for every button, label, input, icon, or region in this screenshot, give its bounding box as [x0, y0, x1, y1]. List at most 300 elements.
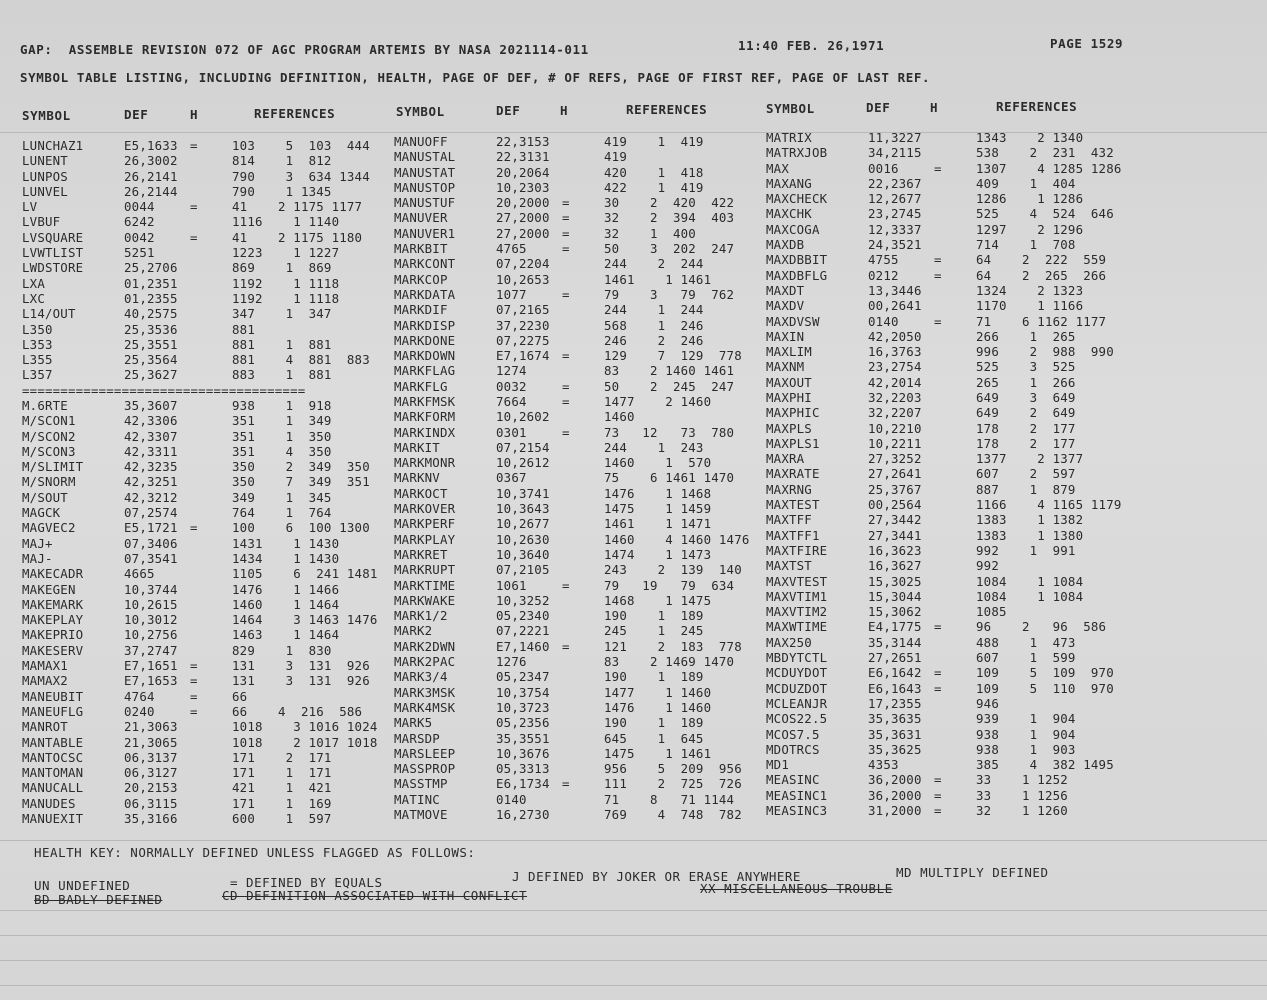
symbol-def: 4764 — [124, 688, 155, 704]
symbol-refs: 649 3 649 — [976, 390, 1076, 405]
symbol-refs: 1476 1 1460 — [604, 699, 712, 715]
symbol-def: 06,3127 — [124, 765, 178, 781]
symbol-name: MANUSTUF — [394, 195, 456, 211]
symbol-name: MARK3MSK — [394, 684, 456, 700]
symbol-name: L357 — [22, 367, 53, 383]
symbol-name: MAXWTIME — [766, 619, 828, 635]
symbol-def: 10,2303 — [496, 179, 550, 195]
symbol-name: LV — [22, 199, 38, 215]
symbol-def: 27,3252 — [868, 451, 922, 467]
symbol-def: 42,3251 — [124, 474, 178, 490]
symbol-def: E7,1674 — [496, 348, 550, 364]
symbol-refs: 992 — [976, 558, 999, 574]
symbol-def: 06,3115 — [124, 795, 178, 811]
symbol-name: MAXTEST — [766, 497, 820, 513]
symbol-def: 1276 — [496, 654, 527, 670]
symbol-health: = — [934, 802, 942, 818]
symbol-refs: 1105 6 241 1481 — [232, 566, 378, 582]
symbol-name: MAXDBFLG — [766, 267, 828, 283]
symbol-health: = — [190, 703, 198, 719]
symbol-name: MARKPERF — [394, 516, 456, 532]
symbol-def: 36,2000 — [868, 772, 922, 788]
symbol-def: 42,3307 — [124, 428, 178, 444]
symbol-refs: 1461 1 1471 — [604, 516, 712, 532]
symbol-name: M/SLIMIT — [22, 459, 84, 475]
symbol-refs: 131 3 131 926 — [232, 673, 370, 689]
symbol-def: 25,3551 — [124, 336, 178, 352]
symbol-name: MAXDB — [766, 237, 805, 253]
symbol-refs: 1461 1 1461 — [604, 271, 712, 287]
symbol-name: MAXDV — [766, 298, 805, 314]
symbol-refs: 1434 1 1430 — [232, 550, 340, 566]
symbol-name: MAXPHI — [766, 390, 812, 405]
col-header-symbol-3: SYMBOL — [766, 101, 815, 116]
symbol-refs: 790 1 1345 — [232, 183, 332, 199]
symbol-name: MAJ- — [22, 550, 53, 566]
symbol-def: 31,2000 — [868, 802, 922, 818]
symbol-name: MAXCHK — [766, 206, 812, 222]
page-number: PAGE 1529 — [1050, 36, 1124, 51]
symbol-def: 0301 — [496, 424, 527, 440]
symbol-refs: 1286 1 1286 — [976, 191, 1084, 207]
symbol-def: 15,3044 — [868, 588, 922, 604]
symbol-refs: 1170 1 1166 — [976, 298, 1084, 314]
symbol-refs: 1460 1 1464 — [232, 596, 340, 612]
symbol-def: E7,1460 — [496, 638, 550, 654]
symbol-def: 42,3235 — [124, 459, 178, 475]
symbol-refs: 1460 1 570 — [604, 455, 712, 471]
symbol-name: MAKEMARK — [22, 596, 84, 612]
symbol-name: MARKDIF — [394, 302, 448, 318]
symbol-def: 0044 — [124, 199, 155, 215]
symbol-name: MARKDONE — [394, 332, 456, 348]
symbol-refs: 525 4 524 646 — [976, 206, 1114, 222]
symbol-name: MAXPLS — [766, 420, 812, 436]
col-header-symbol: SYMBOL — [22, 108, 71, 123]
symbol-name: L14/OUT — [22, 306, 76, 322]
symbol-def: 27,2641 — [868, 466, 922, 482]
symbol-refs: 946 — [976, 695, 999, 711]
symbol-refs: 71 6 1162 1177 — [976, 313, 1107, 329]
symbol-refs: 351 1 349 — [232, 413, 332, 429]
symbol-def: 22,3153 — [496, 134, 550, 149]
symbol-name: MCLEANJR — [766, 695, 828, 711]
symbol-name: MAXVTEST — [766, 573, 828, 589]
symbol-refs: 103 5 103 444 — [232, 138, 370, 153]
col-header-symbol-2: SYMBOL — [396, 104, 445, 119]
symbol-refs: 244 2 244 — [604, 256, 704, 272]
symbol-name: MAXRNG — [766, 481, 812, 497]
symbol-def: 01,2351 — [124, 275, 178, 291]
symbol-name: MANEUFLG — [22, 703, 84, 719]
symbol-refs: 350 2 349 350 — [232, 459, 370, 475]
symbol-def: 01,2355 — [124, 290, 178, 306]
symbol-def: 21,3063 — [124, 719, 178, 735]
symbol-health: = — [190, 138, 198, 153]
symbol-def: 20,2064 — [496, 164, 550, 180]
col-header-def-3: DEF — [866, 100, 891, 115]
symbol-def: 05,2340 — [496, 608, 550, 624]
symbol-def: 16,3763 — [868, 344, 922, 360]
symbol-def: 35,3607 — [124, 398, 178, 413]
symbol-def: 16,3627 — [868, 558, 922, 574]
symbol-def: 10,3012 — [124, 612, 178, 628]
symbol-refs: 645 1 645 — [604, 730, 704, 746]
symbol-refs: 881 4 881 883 — [232, 352, 370, 368]
symbol-name: MAKEPRIO — [22, 627, 84, 643]
symbol-health: = — [562, 348, 570, 364]
symbol-health: = — [190, 199, 198, 215]
symbol-refs: 1084 1 1084 — [976, 588, 1084, 604]
symbol-def: 35,3625 — [868, 741, 922, 757]
symbol-name: MAXTFF1 — [766, 527, 820, 543]
symbol-def: E4,1775 — [868, 619, 922, 635]
symbol-def: 10,3676 — [496, 745, 550, 761]
symbol-refs: 1116 1 1140 — [232, 214, 340, 230]
symbol-def: 07,2165 — [496, 302, 550, 318]
symbol-refs: 41 2 1175 1177 — [232, 199, 363, 215]
symbol-def: 10,2756 — [124, 627, 178, 643]
symbol-def: 32,2203 — [868, 390, 922, 405]
symbol-refs: 1460 4 1460 1476 — [604, 531, 750, 547]
symbol-def: 10,2210 — [868, 420, 922, 436]
symbol-health: = — [562, 286, 570, 302]
symbol-refs: 829 1 830 — [232, 642, 332, 658]
symbol-refs: 178 2 177 — [976, 435, 1076, 451]
symbol-refs: 71 8 71 1144 — [604, 791, 735, 807]
symbol-def: 10,2653 — [496, 271, 550, 287]
symbol-refs: 1085 — [976, 604, 1007, 620]
symbol-name: MBDYTCTL — [766, 650, 828, 666]
symbol-refs: 245 1 245 — [604, 623, 704, 639]
col-header-h: H — [190, 107, 199, 122]
symbol-def: 27,2651 — [868, 650, 922, 666]
symbol-name: MARKFORM — [394, 409, 456, 425]
symbol-def: 10,3643 — [496, 501, 550, 517]
symbol-name: MARK2DWN — [394, 638, 456, 654]
symbol-refs: 996 2 988 990 — [976, 344, 1114, 360]
symbol-refs: 419 — [604, 149, 627, 165]
symbol-name: MARKRET — [394, 546, 448, 562]
symbol-name: L353 — [22, 336, 53, 352]
symbol-def: 27,2000 — [496, 210, 550, 226]
symbol-health: = — [190, 673, 198, 689]
symbol-health: = — [934, 665, 942, 681]
symbol-refs: 790 3 634 1344 — [232, 168, 370, 184]
symbol-refs: 1431 1 1430 — [232, 535, 340, 551]
symbol-refs: 73 12 73 780 — [604, 424, 735, 440]
symbol-refs: 266 1 265 — [976, 328, 1076, 344]
symbol-refs: 50 3 202 247 — [604, 241, 735, 257]
symbol-def: 0212 — [868, 267, 899, 283]
col-header-references-2: REFERENCES — [626, 102, 708, 117]
symbol-def: 32,2207 — [868, 405, 922, 421]
health-key-equals: = DEFINED BY EQUALS — [230, 875, 383, 890]
symbol-refs: 881 — [232, 321, 255, 337]
symbol-name: MARKINDX — [394, 424, 456, 440]
symbol-refs: 421 1 421 — [232, 780, 332, 796]
symbol-health: = — [934, 787, 942, 803]
symbol-refs: 190 1 189 — [604, 608, 704, 624]
symbol-name: MEASINC1 — [766, 787, 828, 803]
symbol-name: MARKDOWN — [394, 348, 456, 364]
symbol-def: 1274 — [496, 363, 527, 379]
symbol-def: 17,2355 — [868, 695, 922, 711]
symbol-def: 07,3406 — [124, 535, 178, 551]
col-header-references-3: REFERENCES — [996, 99, 1078, 114]
symbol-def: 05,2356 — [496, 715, 550, 731]
symbol-def: E5,1721 — [124, 520, 178, 536]
symbol-name: MDOTRCS — [766, 741, 820, 757]
symbol-refs: 246 2 246 — [604, 332, 704, 348]
symbol-name: MANUEXIT — [22, 810, 84, 826]
symbol-name: MAXPLS1 — [766, 435, 820, 451]
symbol-def: 22,2367 — [868, 175, 922, 191]
symbol-name: MCDUZDOT — [766, 680, 828, 696]
health-key-md: MD MULTIPLY DEFINED — [896, 865, 1049, 880]
health-key-cd: CD DEFINITION ASSOCIATED WITH CONFLICT — [222, 888, 527, 903]
symbol-refs: 419 1 419 — [604, 134, 704, 149]
symbol-refs: 538 2 231 432 — [976, 145, 1114, 161]
symbol-refs: 956 5 209 956 — [604, 761, 742, 777]
symbol-name: MANUSTAT — [394, 164, 456, 180]
symbol-name: MARKOCT — [394, 485, 448, 501]
symbol-name: MARK5 — [394, 715, 433, 731]
symbol-name: MAKECADR — [22, 566, 84, 582]
symbol-def: 10,2677 — [496, 516, 550, 532]
symbol-name: MAXTFF — [766, 512, 812, 528]
symbol-name: MAXDT — [766, 282, 805, 298]
symbol-name: M/SCON1 — [22, 413, 76, 429]
symbol-name: MARK4MSK — [394, 699, 456, 715]
symbol-refs: 1192 1 1118 — [232, 275, 340, 291]
symbol-def: 07,2204 — [496, 256, 550, 272]
symbol-def: 11,3227 — [868, 130, 922, 145]
symbol-name: MCOS7.5 — [766, 726, 820, 742]
symbol-name: MEASINC — [766, 772, 820, 788]
symbol-name: MATINC — [394, 791, 440, 807]
symbol-refs: 1343 2 1340 — [976, 130, 1084, 145]
symbol-refs: 244 1 243 — [604, 439, 704, 455]
symbol-refs: 96 2 96 586 — [976, 619, 1107, 635]
symbol-refs: 32 1 400 — [604, 225, 696, 241]
symbol-refs: 764 1 764 — [232, 505, 332, 521]
symbol-def: 10,3252 — [496, 592, 550, 608]
symbol-def: 35,3631 — [868, 726, 922, 742]
symbol-refs: 75 6 1461 1470 — [604, 470, 735, 486]
symbol-name: MAXCHECK — [766, 191, 828, 207]
symbol-refs: 79 3 79 762 — [604, 286, 735, 302]
symbol-def: 07,2275 — [496, 332, 550, 348]
symbol-def: 06,3137 — [124, 749, 178, 765]
symbol-name: M/SCON3 — [22, 443, 76, 459]
symbol-refs: 1166 4 1165 1179 — [976, 497, 1122, 513]
symbol-refs: 883 1 881 — [232, 367, 332, 383]
symbol-health: = — [934, 252, 942, 268]
symbol-refs: 1474 1 1473 — [604, 546, 712, 562]
symbol-health: = — [190, 688, 198, 704]
col-header-h-2: H — [560, 103, 569, 118]
symbol-refs: 938 1 904 — [976, 726, 1076, 742]
symbol-name: MASSTMP — [394, 776, 448, 792]
symbol-refs: 178 2 177 — [976, 420, 1076, 436]
symbol-name: MAXNM — [766, 359, 805, 375]
symbol-name: L350 — [22, 321, 53, 337]
symbol-name: L355 — [22, 352, 53, 368]
symbol-def: 27,3442 — [868, 512, 922, 528]
symbol-def: 10,2211 — [868, 435, 922, 451]
symbol-refs: 111 2 725 726 — [604, 776, 742, 792]
symbol-refs: 1476 1 1468 — [604, 485, 712, 501]
symbol-health: = — [934, 619, 942, 635]
health-key-un: UN UNDEFINED — [34, 878, 131, 893]
symbol-def: 10,2615 — [124, 596, 178, 612]
symbol-refs: 488 1 473 — [976, 634, 1076, 650]
symbol-name: MAXRA — [766, 451, 805, 467]
symbol-def: 16,2730 — [496, 806, 550, 822]
symbol-refs: 351 1 350 — [232, 428, 332, 444]
symbol-name: MAXVTIM1 — [766, 588, 828, 604]
symbol-name: MARSDP — [394, 730, 440, 746]
listing-title: GAP: ASSEMBLE REVISION 072 OF AGC PROGRAM ARTEMIS BY NASA 2021114-011 — [20, 42, 589, 57]
symbol-def: 27,2000 — [496, 225, 550, 241]
symbol-name: MAXTST — [766, 558, 812, 574]
symbol-def: 07,3541 — [124, 550, 178, 566]
symbol-name: MD1 — [766, 757, 789, 773]
symbol-refs: 1475 1 1459 — [604, 501, 712, 517]
symbol-refs: 1084 1 1084 — [976, 573, 1084, 589]
symbol-def: 20,2000 — [496, 195, 550, 211]
col-header-references: REFERENCES — [254, 106, 336, 121]
symbol-def: 00,2564 — [868, 497, 922, 513]
symbol-def: 0367 — [496, 470, 527, 486]
symbol-name: MAJ+ — [22, 535, 53, 551]
symbol-name: MANTOCSC — [22, 749, 84, 765]
symbol-refs: 171 1 169 — [232, 795, 332, 811]
symbol-name: LVBUF — [22, 214, 61, 230]
symbol-name: MEASINC3 — [766, 802, 828, 818]
symbol-def: 25,3627 — [124, 367, 178, 383]
symbol-def: 37,2230 — [496, 317, 550, 333]
symbol-def: E7,1653 — [124, 673, 178, 689]
health-key-title: HEALTH KEY: NORMALLY DEFINED UNLESS FLAGGED AS FOLLOWS: — [34, 845, 476, 860]
symbol-refs: 171 1 171 — [232, 765, 332, 781]
symbol-def: 42,3212 — [124, 489, 178, 505]
symbol-health: = — [190, 520, 198, 536]
symbol-def: 16,3623 — [868, 542, 922, 558]
symbol-refs: 1464 3 1463 1476 — [232, 612, 378, 628]
symbol-name: MANUVER1 — [394, 225, 456, 241]
symbol-refs: 1460 — [604, 409, 635, 425]
symbol-refs: 1383 1 1380 — [976, 527, 1084, 543]
symbol-refs: 265 1 266 — [976, 374, 1076, 390]
symbol-refs: 190 1 189 — [604, 669, 704, 685]
symbol-refs: 607 1 599 — [976, 650, 1076, 666]
symbol-refs: 351 4 350 — [232, 443, 332, 459]
symbol-name: MANTABLE — [22, 734, 84, 750]
symbol-refs: 881 1 881 — [232, 336, 332, 352]
symbol-name: MAXLIM — [766, 344, 812, 360]
symbol-refs: 347 1 347 — [232, 306, 332, 322]
table-subtitle: SYMBOL TABLE LISTING, INCLUDING DEFINITION, HEALTH, PAGE OF DEF, # OF REFS, PAGE OF FIRST REF, PAGE OF LAST REF. — [20, 70, 931, 85]
symbol-def: 1077 — [496, 286, 527, 302]
symbol-name: MARKCONT — [394, 256, 456, 272]
symbol-health: = — [934, 772, 942, 788]
symbol-def: 10,3640 — [496, 546, 550, 562]
symbol-refs: 409 1 404 — [976, 175, 1076, 191]
symbol-health: = — [934, 313, 942, 329]
symbol-def: 0016 — [868, 160, 899, 176]
symbol-refs: 109 5 109 970 — [976, 665, 1114, 681]
symbol-refs: 1477 1 1460 — [604, 684, 712, 700]
symbol-refs: 649 2 649 — [976, 405, 1076, 421]
symbol-name: MARKDATA — [394, 286, 456, 302]
symbol-def: 12,3337 — [868, 221, 922, 237]
symbol-refs: 1324 2 1323 — [976, 282, 1084, 298]
symbol-name: MATRIX — [766, 130, 812, 145]
symbol-name: MANUDES — [22, 795, 76, 811]
symbol-refs: 50 2 245 247 — [604, 378, 735, 394]
col-header-def-2: DEF — [496, 103, 521, 118]
symbol-name: LVSQUARE — [22, 229, 84, 245]
symbol-def: 10,3754 — [496, 684, 550, 700]
symbol-refs: 1377 2 1377 — [976, 451, 1084, 467]
symbol-refs: 243 2 139 140 — [604, 562, 742, 578]
symbol-refs: 1223 1 1227 — [232, 245, 340, 261]
symbol-health: = — [562, 378, 570, 394]
symbol-refs: 887 1 879 — [976, 481, 1076, 497]
symbol-def: 4755 — [868, 252, 899, 268]
symbol-def: 10,3723 — [496, 699, 550, 715]
symbol-refs: 121 2 183 778 — [604, 638, 742, 654]
symbol-refs: 79 19 79 634 — [604, 577, 735, 593]
symbol-name: MANEUBIT — [22, 688, 84, 704]
symbol-health: = — [562, 241, 570, 257]
symbol-refs: 32 1 1260 — [976, 802, 1068, 818]
symbol-health: = — [934, 680, 942, 696]
col-header-def: DEF — [124, 107, 149, 122]
symbol-def: 13,3446 — [868, 282, 922, 298]
symbol-def: 10,2602 — [496, 409, 550, 425]
symbol-name: MAKESERV — [22, 642, 84, 658]
symbol-name: MARKOVER — [394, 501, 456, 517]
symbol-name: MARK2 — [394, 623, 433, 639]
symbol-def: 35,3166 — [124, 810, 178, 826]
symbol-name: MATRXJOB — [766, 145, 828, 161]
symbol-refs: 100 6 100 1300 — [232, 520, 370, 536]
symbol-name: MAXRATE — [766, 466, 820, 482]
symbol-name: MARSLEEP — [394, 745, 456, 761]
symbol-def: 4353 — [868, 757, 899, 773]
symbol-name: MAX250 — [766, 634, 812, 650]
symbol-def: 05,3313 — [496, 761, 550, 777]
symbol-refs: 129 7 129 778 — [604, 348, 742, 364]
symbol-name: LUNVEL — [22, 183, 68, 199]
symbol-refs: 938 1 903 — [976, 741, 1076, 757]
symbol-def: 20,2153 — [124, 780, 178, 796]
symbol-name: LUNENT — [22, 153, 68, 169]
symbol-name: MAXIN — [766, 328, 805, 344]
symbol-name: MANTOMAN — [22, 765, 84, 781]
col-header-h-3: H — [930, 100, 939, 115]
symbol-refs: 66 — [232, 688, 248, 704]
symbol-name: M.6RTE — [22, 398, 68, 413]
symbol-refs: 385 4 382 1495 — [976, 757, 1114, 773]
symbol-def: 40,2575 — [124, 306, 178, 322]
symbol-name: MAXPHIC — [766, 405, 820, 421]
symbol-name: MARKNV — [394, 470, 440, 486]
symbol-def: 36,2000 — [868, 787, 922, 803]
